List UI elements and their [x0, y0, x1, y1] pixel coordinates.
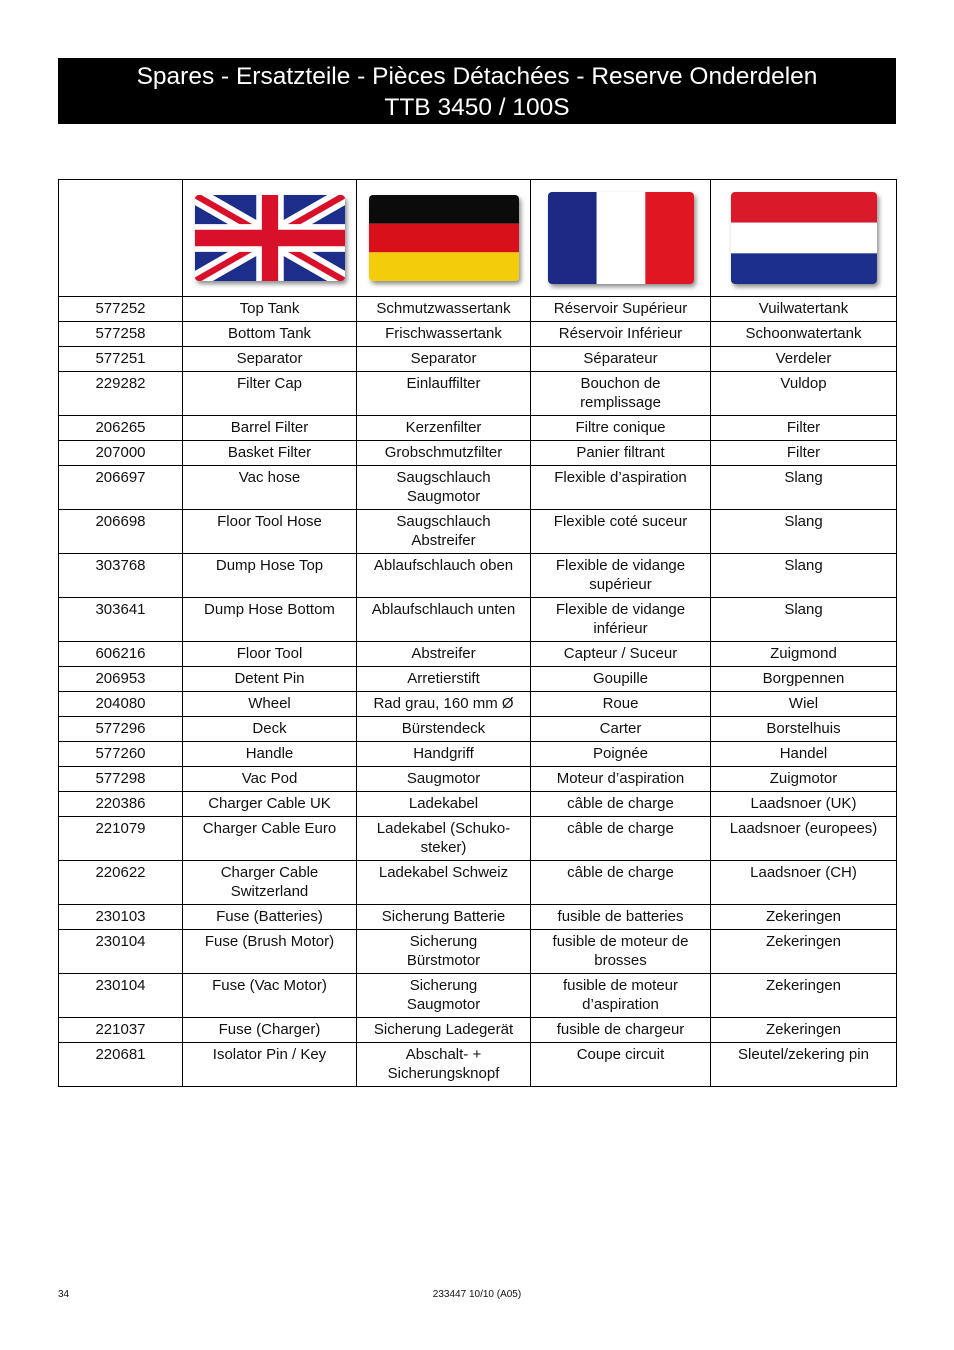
french-name-cell: Flexible de vidange inférieur	[531, 598, 711, 642]
french-name-cell: fusible de batteries	[531, 905, 711, 930]
french-name-cell: Poignée	[531, 742, 711, 767]
part-number-header-cell	[59, 180, 183, 297]
dutch-name-cell: Slang	[711, 598, 897, 642]
german-name-cell: Ladekabel (Schuko- steker)	[357, 817, 531, 861]
french-name-cell: Moteur d’aspiration	[531, 767, 711, 792]
dutch-name-cell: Wiel	[711, 692, 897, 717]
english-name-cell: Charger Cable Switzerland	[183, 861, 357, 905]
table-row	[59, 1043, 897, 1087]
part-number-cell: 577251	[59, 347, 183, 372]
part-number-cell: 204080	[59, 692, 183, 717]
german-name-cell: Einlauffilter	[357, 372, 531, 416]
table-row	[59, 297, 897, 322]
german-name-cell: Sicherung Ladegerät	[357, 1018, 531, 1043]
french-name-cell: câble de charge	[531, 792, 711, 817]
german-name-cell: Ablaufschlauch oben	[357, 554, 531, 598]
german-name-cell: Sicherung Batterie	[357, 905, 531, 930]
dutch-name-cell: Zekeringen	[711, 974, 897, 1018]
french-name-cell: Flexible de vidange supérieur	[531, 554, 711, 598]
table-row	[59, 792, 897, 817]
german-name-cell: Schmutzwassertank	[357, 297, 531, 322]
table-row	[59, 416, 897, 441]
french-flag-cell	[531, 180, 711, 297]
german-flag-cell	[357, 180, 531, 297]
document-reference: 233447 10/10 (A05)	[432, 1289, 522, 1300]
english-name-cell: Fuse (Brush Motor)	[183, 930, 357, 974]
table-row	[59, 322, 897, 347]
part-number-cell: 577252	[59, 297, 183, 322]
table-row	[59, 974, 897, 1018]
french-name-cell: Bouchon de remplissage	[531, 372, 711, 416]
english-flag-cell	[183, 180, 357, 297]
table-row	[59, 861, 897, 905]
table-row	[59, 598, 897, 642]
german-name-cell: Ladekabel Schweiz	[357, 861, 531, 905]
title-banner	[58, 58, 896, 124]
table-row	[59, 930, 897, 974]
english-name-cell: Floor Tool	[183, 642, 357, 667]
french-name-cell: fusible de moteur d’aspiration	[531, 974, 711, 1018]
french-name-cell: Panier filtrant	[531, 441, 711, 466]
part-number-cell: 230104	[59, 974, 183, 1018]
english-name-cell: Wheel	[183, 692, 357, 717]
table-row	[59, 466, 897, 510]
german-name-cell: Grobschmutzfilter	[357, 441, 531, 466]
english-name-cell: Vac Pod	[183, 767, 357, 792]
part-number-cell: 220681	[59, 1043, 183, 1087]
part-number-cell: 206265	[59, 416, 183, 441]
table-row	[59, 905, 897, 930]
french-name-cell: Goupille	[531, 667, 711, 692]
dutch-name-cell: Borstelhuis	[711, 717, 897, 742]
table-row	[59, 441, 897, 466]
table-row	[59, 372, 897, 416]
french-name-cell: Roue	[531, 692, 711, 717]
german-name-cell: Saugschlauch Abstreifer	[357, 510, 531, 554]
english-name-cell: Dump Hose Top	[183, 554, 357, 598]
english-name-cell: Fuse (Batteries)	[183, 905, 357, 930]
german-name-cell: Sicherung Saugmotor	[357, 974, 531, 1018]
part-number-cell: 206698	[59, 510, 183, 554]
german-name-cell: Sicherung Bürstmotor	[357, 930, 531, 974]
english-name-cell: Deck	[183, 717, 357, 742]
dutch-name-cell: Zekeringen	[711, 930, 897, 974]
french-name-cell: fusible de moteur de brosses	[531, 930, 711, 974]
english-name-cell: Charger Cable UK	[183, 792, 357, 817]
dutch-name-cell: Vuldop	[711, 372, 897, 416]
english-name-cell: Bottom Tank	[183, 322, 357, 347]
german-name-cell: Separator	[357, 347, 531, 372]
dutch-name-cell: Laadsnoer (europees)	[711, 817, 897, 861]
french-name-cell: Filtre conique	[531, 416, 711, 441]
table-row	[59, 692, 897, 717]
dutch-name-cell: Vuilwatertank	[711, 297, 897, 322]
part-number-cell: 220386	[59, 792, 183, 817]
french-name-cell: Carter	[531, 717, 711, 742]
germany-flag-icon	[369, 195, 519, 281]
english-name-cell: Floor Tool Hose	[183, 510, 357, 554]
uk-flag-icon	[195, 195, 345, 281]
english-name-cell: Dump Hose Bottom	[183, 598, 357, 642]
table-row	[59, 667, 897, 692]
part-number-cell: 606216	[59, 642, 183, 667]
german-name-cell: Abschalt- + Sicherungsknopf	[357, 1043, 531, 1087]
dutch-name-cell: Zuigmond	[711, 642, 897, 667]
part-number-cell: 303641	[59, 598, 183, 642]
table-row	[59, 742, 897, 767]
french-name-cell: Réservoir Supérieur	[531, 297, 711, 322]
part-number-cell: 206697	[59, 466, 183, 510]
dutch-name-cell: Handel	[711, 742, 897, 767]
french-name-cell: câble de charge	[531, 861, 711, 905]
dutch-name-cell: Filter	[711, 441, 897, 466]
flag-header-row	[59, 180, 897, 297]
part-number-cell: 303768	[59, 554, 183, 598]
german-name-cell: Saugschlauch Saugmotor	[357, 466, 531, 510]
part-number-cell: 207000	[59, 441, 183, 466]
german-name-cell: Abstreifer	[357, 642, 531, 667]
table-row	[59, 642, 897, 667]
dutch-name-cell: Zekeringen	[711, 1018, 897, 1043]
german-name-cell: Rad grau, 160 mm Ø	[357, 692, 531, 717]
dutch-name-cell: Borgpennen	[711, 667, 897, 692]
english-name-cell: Top Tank	[183, 297, 357, 322]
dutch-name-cell: Schoonwatertank	[711, 322, 897, 347]
table-row	[59, 767, 897, 792]
part-number-cell: 206953	[59, 667, 183, 692]
german-name-cell: Frischwassertank	[357, 322, 531, 347]
france-flag-icon	[548, 192, 694, 284]
part-number-cell: 577260	[59, 742, 183, 767]
english-name-cell: Detent Pin	[183, 667, 357, 692]
english-name-cell: Charger Cable Euro	[183, 817, 357, 861]
table-row	[59, 817, 897, 861]
french-name-cell: fusible de chargeur	[531, 1018, 711, 1043]
table-row	[59, 717, 897, 742]
dutch-name-cell: Slang	[711, 554, 897, 598]
french-name-cell: Flexible coté suceur	[531, 510, 711, 554]
part-number-cell: 577296	[59, 717, 183, 742]
part-number-cell: 221079	[59, 817, 183, 861]
table-row	[59, 554, 897, 598]
page-title: Spares - Ersatzteile - Pièces Détachées - Reserve Onderdelen	[136, 63, 818, 90]
part-number-cell: 230103	[59, 905, 183, 930]
dutch-name-cell: Verdeler	[711, 347, 897, 372]
part-number-cell: 577258	[59, 322, 183, 347]
part-number-cell: 221037	[59, 1018, 183, 1043]
netherlands-flag-icon	[731, 192, 877, 284]
dutch-name-cell: Sleutel/zekering pin	[711, 1043, 897, 1087]
part-number-cell: 230104	[59, 930, 183, 974]
part-number-cell: 220622	[59, 861, 183, 905]
table-row	[59, 1018, 897, 1043]
german-name-cell: Ablaufschlauch unten	[357, 598, 531, 642]
english-name-cell: Fuse (Vac Motor)	[183, 974, 357, 1018]
dutch-name-cell: Slang	[711, 510, 897, 554]
dutch-name-cell: Laadsnoer (CH)	[711, 861, 897, 905]
german-name-cell: Handgriff	[357, 742, 531, 767]
english-name-cell: Fuse (Charger)	[183, 1018, 357, 1043]
english-name-cell: Vac hose	[183, 466, 357, 510]
dutch-name-cell: Zuigmotor	[711, 767, 897, 792]
table-row	[59, 347, 897, 372]
english-name-cell: Barrel Filter	[183, 416, 357, 441]
french-name-cell: Coupe circuit	[531, 1043, 711, 1087]
german-name-cell: Ladekabel	[357, 792, 531, 817]
german-name-cell: Bürstendeck	[357, 717, 531, 742]
model-subtitle: TTB 3450 / 100S	[384, 94, 570, 121]
part-number-cell: 577298	[59, 767, 183, 792]
french-name-cell: Capteur / Suceur	[531, 642, 711, 667]
french-name-cell: Flexible d’aspiration	[531, 466, 711, 510]
dutch-name-cell: Slang	[711, 466, 897, 510]
english-name-cell: Basket Filter	[183, 441, 357, 466]
english-name-cell: Filter Cap	[183, 372, 357, 416]
table-row	[59, 510, 897, 554]
english-name-cell: Handle	[183, 742, 357, 767]
dutch-name-cell: Zekeringen	[711, 905, 897, 930]
french-name-cell: câble de charge	[531, 817, 711, 861]
dutch-name-cell: Filter	[711, 416, 897, 441]
dutch-flag-cell	[711, 180, 897, 297]
english-name-cell: Separator	[183, 347, 357, 372]
french-name-cell: Réservoir Inférieur	[531, 322, 711, 347]
page-number: 34	[58, 1289, 70, 1300]
dutch-name-cell: Laadsnoer (UK)	[711, 792, 897, 817]
spares-table	[58, 179, 897, 1087]
part-number-cell: 229282	[59, 372, 183, 416]
german-name-cell: Arretierstift	[357, 667, 531, 692]
german-name-cell: Kerzenfilter	[357, 416, 531, 441]
english-name-cell: Isolator Pin / Key	[183, 1043, 357, 1087]
french-name-cell: Séparateur	[531, 347, 711, 372]
german-name-cell: Saugmotor	[357, 767, 531, 792]
